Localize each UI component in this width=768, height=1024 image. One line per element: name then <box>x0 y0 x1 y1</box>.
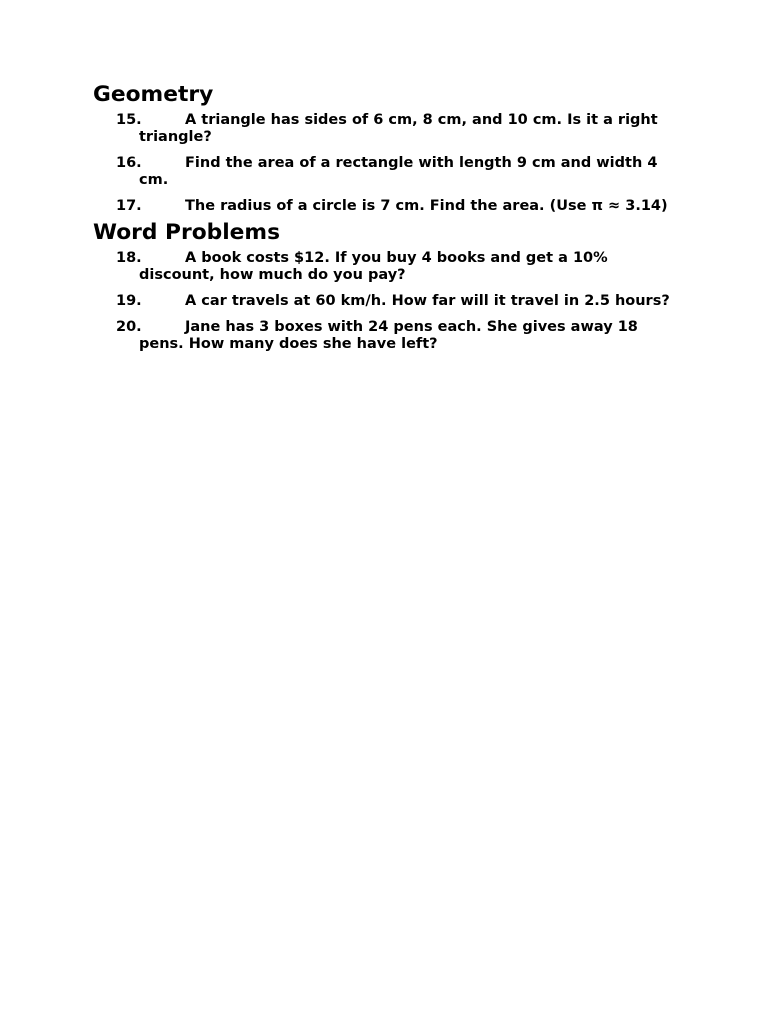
problem-number: 20. <box>116 319 142 335</box>
section-heading-word-problems: Word Problems <box>93 220 281 245</box>
problem-item <box>93 293 693 310</box>
problem-number: 15. <box>116 112 142 128</box>
problem-text: A car travels at 60 km/h. How far will it travel in 2.5 hours? <box>185 293 670 309</box>
section-heading-geometry: Geometry <box>93 82 214 107</box>
problem-item <box>93 112 693 146</box>
problem-text: Find the area of a rectangle with length 9 cm and width 4 cm. <box>139 155 658 188</box>
problem-number: 18. <box>116 250 142 266</box>
problem-number: 17. <box>116 198 142 214</box>
problem-text: The radius of a circle is 7 cm. Find the area. (Use π ≈ 3.14) <box>185 198 668 214</box>
problem-number: 16. <box>116 155 142 171</box>
problem-item <box>93 250 693 284</box>
problem-text: A triangle has sides of 6 cm, 8 cm, and 10 cm. Is it a right triangle? <box>139 112 658 145</box>
document-body <box>93 82 693 362</box>
problem-item <box>93 198 693 215</box>
problem-text: Jane has 3 boxes with 24 pens each. She gives away 18 pens. How many does she have left? <box>139 319 638 352</box>
problem-item <box>93 319 693 353</box>
problem-item <box>93 155 693 189</box>
problem-list-word-problems <box>93 250 693 353</box>
problem-number: 19. <box>116 293 142 309</box>
problem-list-geometry <box>93 112 693 215</box>
problem-text: A book costs $12. If you buy 4 books and get a 10% discount, how much do you pay? <box>139 250 608 283</box>
